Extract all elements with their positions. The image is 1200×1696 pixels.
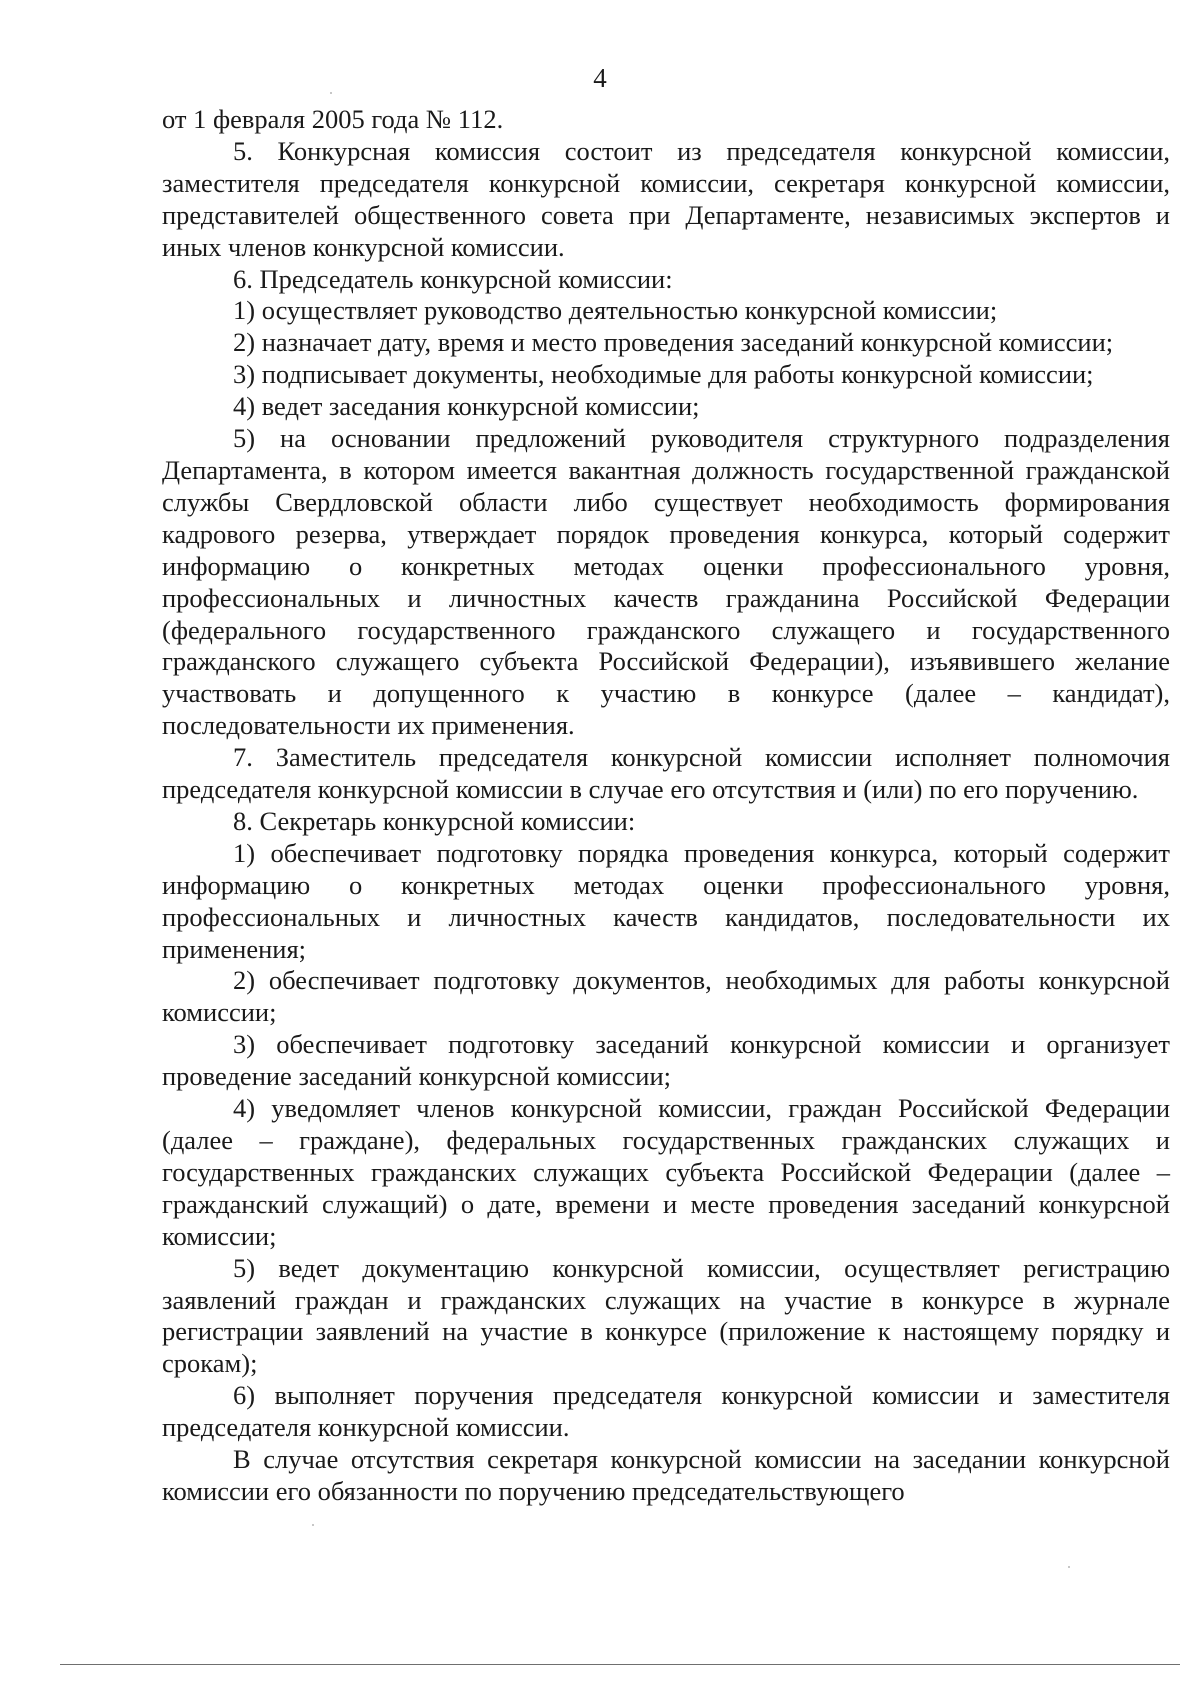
list-item: 4) ведет заседания конкурсной комиссии; (233, 391, 700, 422)
list-item: 3) подписывает документы, необходимые для работы конкурсной комиссии; (233, 359, 1094, 390)
list-item: 2) назначает дату, время и место проведения заседаний конкурсной комиссии; (233, 327, 1114, 358)
scan-speck (312, 1524, 314, 1526)
list-item: 4) уведомляет членов конкурсной комиссии, граждан Российской Федерации (далее – граждане), федеральных государственных гражданских служащих и государственных гражданских служащих субъекта Российской Федерации (далее – гражданский служащий) о дате, времени и месте проведения заседаний конкурсной комиссии; (162, 1093, 1170, 1251)
list-item: 5) на основании предложений руководителя структурного подразделения Департамента, в котором имеется вакантная должность государственной гражданской службы Свердловской области либо существует необходимость формирования кадрового резерва, утверждает порядок проведения конкурса, который содержит информацию о конкретных методах оценки профессионального уровня, профессиональных и личностных качеств гражданина Российской Федерации (федерального государственного гражданского служащего и государственного гражданского служащего субъекта Российской Федерации), изъявившего желание участвовать и допущенного к участию в конкурсе (далее – кандидат), последовательности их применения. (162, 423, 1170, 741)
list-item: 1) осуществляет руководство деятельностью конкурсной комиссии; (233, 295, 998, 326)
list-item: 6) выполняет поручения председателя конкурсной комиссии и заместителя председателя конкурсной комиссии. (162, 1380, 1170, 1443)
page-number: 4 (593, 63, 607, 93)
document-body (162, 104, 1170, 1508)
paragraph-continuation: от 1 февраля 2005 года № 112. (162, 104, 504, 134)
list-item: 5) ведет документацию конкурсной комиссии, осуществляет регистрацию заявлений граждан и гражданских служащих на участие в конкурсе в журнале регистрации заявлений на участие в конкурсе (приложение к настоящему порядку и срокам); (162, 1252, 1170, 1379)
scan-speck (1068, 1566, 1070, 1568)
list-item: 2) обеспечивает подготовку документов, необходимых для работы конкурсной комиссии; (162, 965, 1170, 1028)
paragraph-item-5-commission-composition: 5. Конкурсная комиссия состоит из председателя конкурсной комиссии, заместителя председателя конкурсной комиссии, секретаря конкурсной комиссии, представителей общественного совета при Департаменте, независимых экспертов и иных членов конкурсной комиссии. (162, 135, 1170, 262)
scan-edge-line (60, 1664, 1180, 1665)
list-item: 3) обеспечивает подготовку заседаний конкурсной комиссии и организует проведение заседаний конкурсной комиссии; (162, 1029, 1170, 1092)
list-item: 1) обеспечивает подготовку порядка проведения конкурса, который содержит информацию о конкретных методах оценки профессионального уровня, профессиональных и личностных качеств кандидатов, последовательности их применения; (162, 837, 1170, 964)
paragraph-item-6-chairman: 6. Председатель конкурсной комиссии: (233, 263, 673, 294)
paragraph-item-7-deputy-chairman: 7. Заместитель председателя конкурсной комиссии исполняет полномочия председателя конкурсной комиссии в случае его отсутствия и (или) по его поручению. (162, 742, 1170, 805)
paragraph-secretary-absence: В случае отсутствия секретаря конкурсной комиссии на заседании конкурсной комиссии его обязанности по поручению председательствующего (162, 1444, 1170, 1506)
scan-speck (330, 92, 332, 94)
paragraph-item-8-secretary: 8. Секретарь конкурсной комиссии: (233, 805, 636, 836)
